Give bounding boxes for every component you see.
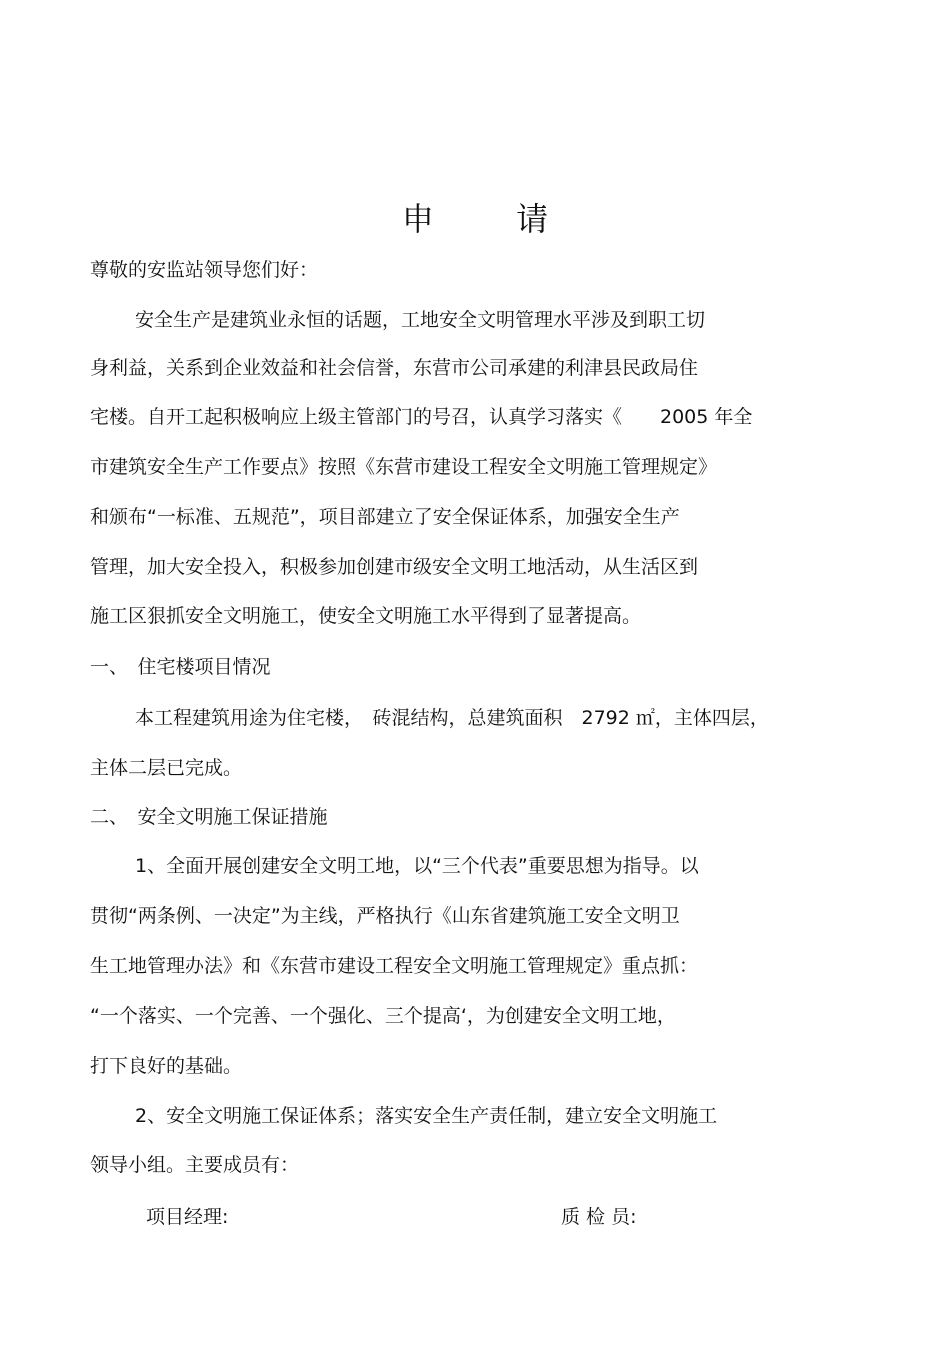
paragraph-line: 身利益，关系到企业效益和社会信誉，东营市公司承建的利津县民政局住 — [90, 357, 699, 379]
document-title: 申 请 — [401, 200, 585, 238]
paragraph-line: 领导小组。主要成员有： — [90, 1154, 300, 1176]
section-heading: 二、 安全文明施工保证措施 — [90, 806, 328, 828]
paragraph-line: 施工区狠抓安全文明施工，使安全文明施工水平得到了显著提高。 — [90, 605, 642, 627]
paragraph-line: 2、安全文明施工保证体系；落实安全生产责任制，建立安全文明施工 — [135, 1105, 718, 1127]
paragraph-line: 和颁布“一标准、五规范”，项目部建立了安全保证体系，加强安全生产 — [90, 506, 680, 528]
paragraph-line: 宅楼。自开工起积极响应上级主管部门的号召，认真学习落实《 2005 年全 — [90, 406, 753, 428]
paragraph-line: 1、全面开展创建安全文明工地，以“三个代表”重要思想为指导。以 — [135, 855, 699, 877]
paragraph-line: “一个落实、一个完善、一个强化、三个提高‘，为创建安全文明工地， — [90, 1005, 676, 1027]
paragraph-line: 贯彻“两条例、一决定”为主线，严格执行《山东省建筑施工安全文明卫 — [90, 905, 680, 927]
paragraph-line: 生工地管理办法》和《东营市建设工程安全文明施工管理规定》重点抓： — [90, 955, 699, 977]
paragraph-line: 市建筑安全生产工作要点》按照《东营市建设工程安全文明施工管理规定》 — [90, 456, 718, 478]
quality-inspector-label: 质 检 员: — [561, 1206, 637, 1228]
section-heading: 一、 住宅楼项目情况 — [90, 656, 271, 678]
paragraph-line: 管理，加大安全投入，积极参加创建市级安全文明工地活动，从生活区到 — [90, 556, 699, 578]
paragraph-line: 打下良好的基础。 — [90, 1055, 243, 1077]
project-manager-label: 项目经理: — [146, 1206, 229, 1228]
paragraph-line: 本工程建筑用途为住宅楼， 砖混结构，总建筑面积 2792 ㎡，主体四层， — [135, 707, 769, 729]
paragraph-line: 主体二层已完成。 — [90, 757, 243, 779]
salutation: 尊敬的安监站领导您们好： — [90, 259, 319, 281]
paragraph-line: 安全生产是建筑业永恒的话题，工地安全文明管理水平涉及到职工切 — [135, 309, 706, 331]
